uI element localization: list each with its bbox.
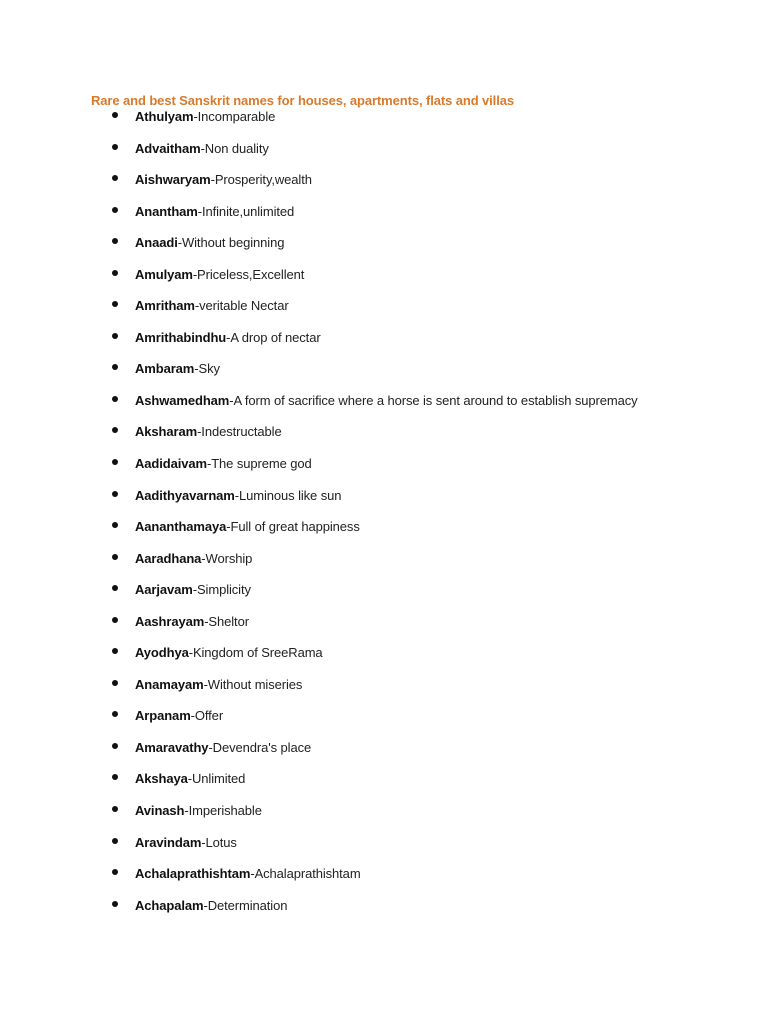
bullet-icon <box>112 333 118 339</box>
document-title: Rare and best Sanskrit names for houses, apartments, flats and villas <box>91 93 514 108</box>
bullet-icon <box>112 680 118 686</box>
bullet-icon <box>112 459 118 465</box>
name-meaning: -Priceless,Excellent <box>192 266 305 282</box>
list-item <box>0 423 768 455</box>
name-meaning: -Full of great happiness <box>226 519 360 535</box>
bullet-icon <box>112 144 118 150</box>
name-term: Achalaprathishtam <box>135 866 251 882</box>
list-item-text <box>135 171 312 188</box>
list-item <box>0 865 768 897</box>
name-meaning: -Devendra's place <box>208 739 312 755</box>
name-term: Ashwamedham <box>135 392 230 408</box>
list-item <box>0 518 768 550</box>
bullet-icon <box>112 427 118 433</box>
name-term: Amulyam <box>135 266 193 282</box>
name-term: Aishwaryam <box>135 172 211 188</box>
name-term: Aksharam <box>135 424 198 440</box>
list-item-text <box>135 297 289 314</box>
name-meaning: -Indestructable <box>197 424 282 440</box>
name-meaning: -A drop of nectar <box>226 329 321 345</box>
list-item <box>0 360 768 392</box>
name-term: Aaradhana <box>135 550 202 566</box>
list-item-text <box>135 739 311 756</box>
name-term: Advaitham <box>135 140 201 156</box>
name-term: Anaadi <box>135 235 178 251</box>
list-item <box>0 739 768 771</box>
list-item-text <box>135 897 287 914</box>
list-item-text <box>135 613 249 630</box>
name-meaning: -Non duality <box>200 140 269 156</box>
name-meaning: -Without beginning <box>177 235 285 251</box>
name-meaning: -The supreme god <box>206 456 312 472</box>
list-item <box>0 613 768 645</box>
bullet-icon <box>112 838 118 844</box>
list-item-text <box>135 770 245 787</box>
list-item <box>0 550 768 582</box>
bullet-icon <box>112 617 118 623</box>
name-meaning: -Unlimited <box>187 771 246 787</box>
name-term: Amritham <box>135 298 195 314</box>
list-item <box>0 234 768 266</box>
bullet-icon <box>112 522 118 528</box>
list-item-text <box>135 392 638 409</box>
list-item <box>0 455 768 487</box>
list-item <box>0 329 768 361</box>
list-item <box>0 487 768 519</box>
bullet-icon <box>112 270 118 276</box>
list-item-text <box>135 487 341 504</box>
list-item <box>0 770 768 802</box>
list-item <box>0 171 768 203</box>
list-item <box>0 203 768 235</box>
list-item <box>0 644 768 676</box>
bullet-icon <box>112 554 118 560</box>
list-item <box>0 676 768 708</box>
bullet-icon <box>112 112 118 118</box>
name-meaning: -Sky <box>194 361 220 377</box>
bullet-icon <box>112 774 118 780</box>
list-item-text <box>135 834 237 851</box>
list-item-text <box>135 140 269 157</box>
bullet-icon <box>112 901 118 907</box>
name-meaning: -Sheltor <box>204 613 249 629</box>
name-term: Arpanam <box>135 708 191 724</box>
list-item-text <box>135 581 251 598</box>
name-meaning: -Without miseries <box>203 676 303 692</box>
bullet-icon <box>112 175 118 181</box>
list-item <box>0 897 768 929</box>
name-term: Ayodhya <box>135 645 189 661</box>
bullet-icon <box>112 238 118 244</box>
list-item-text <box>135 203 294 220</box>
list-item <box>0 108 768 140</box>
name-meaning: -Infinite,unlimited <box>197 203 295 219</box>
bullet-icon <box>112 869 118 875</box>
name-meaning: -Determination <box>203 897 288 913</box>
bullet-icon <box>112 648 118 654</box>
name-meaning: -A form of sacrifice where a horse is sent around to establish supremacy <box>229 392 638 408</box>
name-meaning: -Kingdom of SreeRama <box>188 645 323 661</box>
name-term: Anamayam <box>135 676 204 692</box>
name-term: Anantham <box>135 203 198 219</box>
name-meaning: -Simplicity <box>192 582 251 598</box>
name-term: Avinash <box>135 803 185 819</box>
list-item-text <box>135 802 262 819</box>
list-item <box>0 707 768 739</box>
list-item-text <box>135 550 252 567</box>
bullet-icon <box>112 396 118 402</box>
name-meaning: -Prosperity,wealth <box>210 172 312 188</box>
bullet-icon <box>112 491 118 497</box>
list-item <box>0 140 768 172</box>
bullet-icon <box>112 364 118 370</box>
bullet-icon <box>112 711 118 717</box>
name-term: Aananthamaya <box>135 519 227 535</box>
list-item-text <box>135 360 220 377</box>
name-term: Aashrayam <box>135 613 205 629</box>
list-item <box>0 834 768 866</box>
list-item <box>0 297 768 329</box>
list-item <box>0 266 768 298</box>
list-item <box>0 802 768 834</box>
name-meaning: -Achalaprathishtam <box>250 866 361 882</box>
list-item-text <box>135 518 360 535</box>
name-term: Aadidaivam <box>135 456 207 472</box>
name-term: Aadithyavarnam <box>135 487 235 503</box>
name-meaning: -Lotus <box>201 834 237 850</box>
list-item-text <box>135 644 323 661</box>
name-term: Ambaram <box>135 361 195 377</box>
list-item-text <box>135 676 302 693</box>
bullet-icon <box>112 806 118 812</box>
bullet-icon <box>112 585 118 591</box>
names-bullet-list <box>0 108 768 928</box>
bullet-icon <box>112 743 118 749</box>
name-term: Achapalam <box>135 897 204 913</box>
bullet-icon <box>112 301 118 307</box>
list-item-text <box>135 329 321 346</box>
bullet-icon <box>112 207 118 213</box>
name-meaning: -veritable Nectar <box>194 298 289 314</box>
list-item-text <box>135 266 304 283</box>
name-term: Akshaya <box>135 771 188 787</box>
list-item-text <box>135 865 361 882</box>
name-meaning: -Luminous like sun <box>234 487 342 503</box>
name-term: Athulyam <box>135 109 194 124</box>
list-item <box>0 581 768 613</box>
list-item <box>0 392 768 424</box>
list-item-text <box>135 234 284 251</box>
list-item-text <box>135 108 275 125</box>
list-item-text <box>135 423 282 440</box>
name-term: Amaravathy <box>135 739 209 755</box>
name-term: Aravindam <box>135 834 202 850</box>
name-term: Aarjavam <box>135 582 193 598</box>
name-meaning: -Incomparable <box>193 109 276 124</box>
list-item-text <box>135 707 223 724</box>
name-meaning: -Worship <box>201 550 253 566</box>
name-meaning: -Imperishable <box>184 803 262 819</box>
list-item-text <box>135 455 312 472</box>
name-term: Amrithabindhu <box>135 329 227 345</box>
name-meaning: -Offer <box>190 708 224 724</box>
